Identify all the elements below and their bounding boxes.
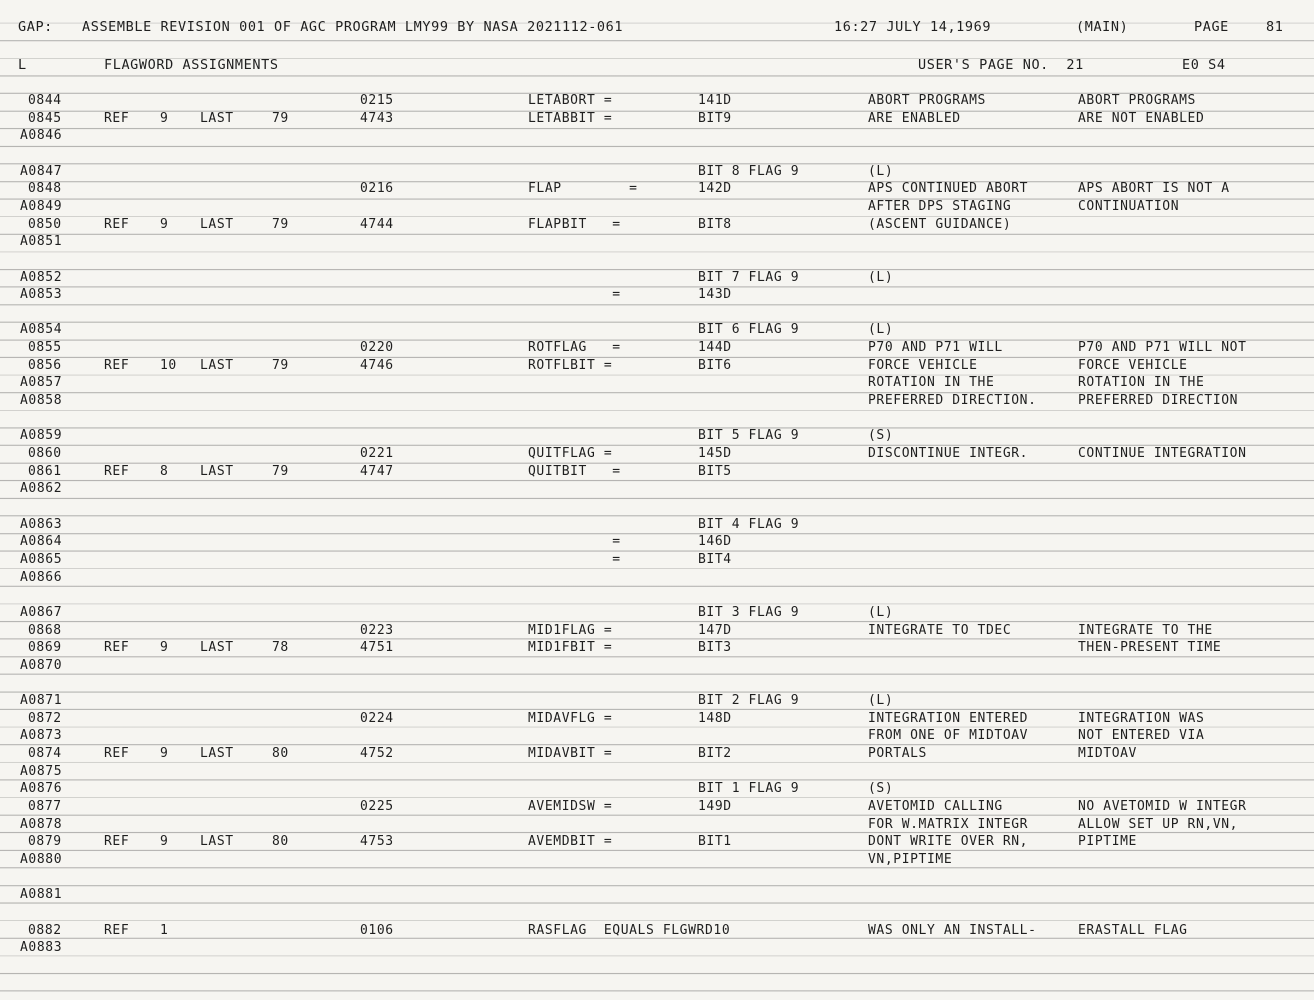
line-number: A0883 [20,940,63,956]
ref-label: REF [104,357,130,373]
line-number: A0858 [20,393,63,409]
ref-count: 10 [160,357,177,373]
comment-set: ROTATION IN THE [868,375,995,391]
symbol-assignment: = [528,551,621,567]
comment-set: WAS ONLY AN INSTALL- [868,922,1037,938]
symbol-assignment: QUITFLAG = [528,446,613,461]
last-page: 79 [272,357,289,373]
ref-count: 8 [160,463,169,479]
comment-reset: NO AVETOMID W INTEGR [1078,799,1247,814]
ref-count: 1 [160,922,169,938]
comment-reset: INTEGRATION WAS [1078,710,1205,726]
listing-line [0,410,1314,428]
value: BIT9 [698,110,732,126]
symbol-assignment: MID1FBIT = [528,640,613,656]
address: 4744 [360,216,394,232]
eo-label: E0 S4 [1182,57,1226,73]
line-number: A0853 [20,287,63,303]
listing-line [0,321,1314,339]
last-label: LAST [200,110,234,126]
listing-line [0,569,1314,587]
address: 0216 [360,181,394,197]
comment-set: PORTALS [868,746,927,762]
symbol-assignment: FLAP = [528,181,638,197]
symbol-assignment: = [528,287,621,303]
listing-line [0,180,1314,198]
ref-label: REF [104,746,130,762]
line-number: A0864 [20,534,63,550]
ref-count: 9 [160,746,169,762]
comment-set: AVETOMID CALLING [868,799,1003,814]
last-label: LAST [200,640,234,656]
comment-set: (S) [868,781,894,797]
listing-line [0,339,1314,357]
comment-set: INTEGRATION ENTERED [868,710,1029,726]
last-label: LAST [200,834,234,850]
comment-set: APS CONTINUED ABORT [868,181,1029,197]
comment-reset: INTEGRATE TO THE [1078,622,1213,638]
address: 4746 [360,357,394,373]
value: 146D [698,534,732,550]
listing-line [0,533,1314,551]
comment-reset: P70 AND P71 WILL NOT [1078,340,1247,356]
value: BIT 1 FLAG 9 [698,781,800,797]
line-number: 0874 [28,746,62,762]
address: 4753 [360,834,394,850]
gap-label: GAP: [18,19,53,35]
line-number: 0869 [28,640,62,656]
comment-set: PREFERRED DIRECTION. [868,393,1037,409]
listing-line [0,780,1314,798]
listing-line [0,286,1314,304]
comment-set: VN,PIPTIME [868,851,953,867]
comment-set: (L) [868,269,894,285]
listing-line [0,251,1314,269]
symbol-assignment: MIDAVFLG = [528,710,613,726]
last-page: 79 [272,216,289,232]
section-heading: FLAGWORD ASSIGNMENTS [104,57,279,73]
page-label: PAGE [1194,19,1229,35]
line-number: A0876 [20,781,63,797]
listing-line [0,622,1314,640]
value: BIT 8 FLAG 9 [698,163,800,179]
listing-mode: L [18,57,27,73]
listing-line [0,639,1314,657]
value: 145D [698,446,732,461]
comment-set: FOR W.MATRIX INTEGR [868,816,1029,832]
value: BIT3 [698,640,732,656]
value: 144D [698,340,732,356]
line-number: 0877 [28,799,62,814]
address: 0221 [360,446,394,461]
listing-line [0,816,1314,834]
comment-set: (L) [868,322,894,338]
users-page-number: USER'S PAGE NO. 21 [918,57,1084,73]
value: 142D [698,181,732,197]
listing-line [0,163,1314,181]
line-number: A0862 [20,481,63,497]
value: 143D [698,287,732,303]
line-number: A0881 [20,887,63,903]
listing-line [0,551,1314,569]
listing-line [0,427,1314,445]
listing-line [0,357,1314,375]
symbol-assignment: MID1FLAG = [528,622,613,638]
listing-line [0,92,1314,110]
value: 149D [698,799,732,814]
comment-set: DISCONTINUE INTEGR. [868,446,1029,461]
line-number: 0868 [28,622,62,638]
value: 148D [698,710,732,726]
value: BIT 7 FLAG 9 [698,269,800,285]
listing-line [0,445,1314,463]
listing-line [0,798,1314,816]
last-page: 78 [272,640,289,656]
symbol-assignment: LETABORT = [528,93,613,108]
comment-set: ABORT PROGRAMS [868,93,986,108]
address: 0225 [360,799,394,814]
comment-reset: ABORT PROGRAMS [1078,93,1196,108]
listing-line [0,304,1314,322]
line-number: A0859 [20,428,63,444]
comment-set: INTEGRATE TO TDEC [868,622,1012,638]
comment-set: (S) [868,428,894,444]
listing-line [0,727,1314,745]
address: 4747 [360,463,394,479]
comment-set: (L) [868,693,894,709]
address: 4752 [360,746,394,762]
symbol-assignment: MIDAVBIT = [528,746,613,762]
comment-reset: ARE NOT ENABLED [1078,110,1205,126]
listing-line [0,198,1314,216]
line-number: 0872 [28,710,62,726]
symbol-assignment: = [528,534,621,550]
ref-count: 9 [160,110,169,126]
listing-line [0,463,1314,481]
line-number: 0882 [28,922,62,938]
comment-reset: PREFERRED DIRECTION [1078,393,1239,409]
value: BIT 6 FLAG 9 [698,322,800,338]
line-number: A0865 [20,551,63,567]
value: BIT5 [698,463,732,479]
section-label: (MAIN) [1076,19,1129,35]
assembly-title: ASSEMBLE REVISION 001 OF AGC PROGRAM LMY99 BY NASA 2021112-061 [82,19,624,35]
line-number: A0846 [20,128,63,144]
line-number: A0849 [20,198,63,214]
listing-line [0,392,1314,410]
ref-count: 9 [160,640,169,656]
address: 0224 [360,710,394,726]
line-number: A0873 [20,728,63,744]
comment-reset: ERASTALL FLAG [1078,922,1188,938]
last-label: LAST [200,357,234,373]
comment-set: FROM ONE OF MIDTOAV [868,728,1029,744]
line-number: 0856 [28,357,62,373]
line-number: A0871 [20,693,63,709]
symbol-assignment: FLAPBIT = [528,216,621,232]
line-number: A0880 [20,851,63,867]
listing-line [0,604,1314,622]
listing-line [0,586,1314,604]
listing-line [0,763,1314,781]
comment-reset: THEN-PRESENT TIME [1078,640,1222,656]
ref-label: REF [104,834,130,850]
line-number: 0879 [28,834,62,850]
comment-set: FORCE VEHICLE [868,357,978,373]
comment-reset: CONTINUATION [1078,198,1180,214]
last-page: 79 [272,463,289,479]
listing-line [0,922,1314,940]
page-number: 81 [1266,19,1284,35]
listing-line [0,127,1314,145]
last-label: LAST [200,463,234,479]
ref-label: REF [104,922,130,938]
comment-reset: NOT ENTERED VIA [1078,728,1205,744]
address: 4743 [360,110,394,126]
value: BIT2 [698,746,732,762]
listing-line [0,745,1314,763]
listing-line [0,851,1314,869]
listing-line [0,110,1314,128]
comment-set: (ASCENT GUIDANCE) [868,216,1012,232]
ref-label: REF [104,463,130,479]
listing-line [0,269,1314,287]
listing-line [0,886,1314,904]
page-subheader [0,57,1314,75]
ref-count: 9 [160,834,169,850]
line-number: A0851 [20,234,63,250]
comment-set: (L) [868,163,894,179]
listing-line [0,480,1314,498]
ref-label: REF [104,216,130,232]
listing-line [0,904,1314,922]
listing-line [0,833,1314,851]
ref-count: 9 [160,216,169,232]
address: 0220 [360,340,394,356]
line-number: 0848 [28,181,62,197]
line-number: 0855 [28,340,62,356]
symbol-assignment: QUITBIT = [528,463,621,479]
ref-label: REF [104,640,130,656]
listing-line [0,692,1314,710]
line-number: A0854 [20,322,63,338]
comment-reset: FORCE VEHICLE [1078,357,1188,373]
comment-reset: MIDTOAV [1078,746,1137,762]
value: 141D [698,93,732,108]
address: 0106 [360,922,394,938]
listing-line [0,516,1314,534]
value: BIT4 [698,551,732,567]
listing-line [0,869,1314,887]
comment-set: DONT WRITE OVER RN, [868,834,1029,850]
listing-line [0,145,1314,163]
value: BIT 4 FLAG 9 [698,516,800,532]
last-page: 79 [272,110,289,126]
comment-reset: ALLOW SET UP RN,VN, [1078,816,1239,832]
last-page: 80 [272,746,289,762]
value: BIT 5 FLAG 9 [698,428,800,444]
line-number: A0875 [20,763,63,779]
line-number: A0863 [20,516,63,532]
line-number: A0857 [20,375,63,391]
symbol-assignment: ROTFLAG = [528,340,621,356]
listing-line [0,657,1314,675]
comment-reset: APS ABORT IS NOT A [1078,181,1230,197]
comment-set: (L) [868,604,894,620]
comment-reset: PIPTIME [1078,834,1137,850]
line-number: 0844 [28,93,62,108]
comment-set: AFTER DPS STAGING [868,198,1012,214]
listing-line [0,674,1314,692]
value: BIT 2 FLAG 9 [698,693,800,709]
line-number: A0867 [20,604,63,620]
comment-reset: CONTINUE INTEGRATION [1078,446,1247,461]
address: 0215 [360,93,394,108]
line-number: 0861 [28,463,62,479]
last-page: 80 [272,834,289,850]
line-number: A0847 [20,163,63,179]
line-number: A0852 [20,269,63,285]
value: BIT6 [698,357,732,373]
line-number: A0870 [20,657,63,673]
symbol-assignment: ROTFLBIT = [528,357,613,373]
comment-set: P70 AND P71 WILL [868,340,1003,356]
page-header [0,19,1314,37]
line-number: A0878 [20,816,63,832]
listing-line [0,498,1314,516]
listing-line [0,710,1314,728]
value: BIT8 [698,216,732,232]
comment-set: ARE ENABLED [868,110,961,126]
line-number: 0845 [28,110,62,126]
value: BIT1 [698,834,732,850]
last-label: LAST [200,746,234,762]
comment-reset: ROTATION IN THE [1078,375,1205,391]
listing-line [0,233,1314,251]
line-number: A0866 [20,569,63,585]
symbol-assignment: AVEMDBIT = [528,834,613,850]
address: 4751 [360,640,394,656]
listing-line [0,374,1314,392]
value: BIT 3 FLAG 9 [698,604,800,620]
last-label: LAST [200,216,234,232]
symbol-assignment: LETABBIT = [528,110,613,126]
timestamp: 16:27 JULY 14,1969 [834,19,992,35]
line-number: 0850 [28,216,62,232]
value: 147D [698,622,732,638]
address: 0223 [360,622,394,638]
listing-line [0,216,1314,234]
ref-label: REF [104,110,130,126]
line-number: 0860 [28,446,62,461]
listing-line [0,939,1314,957]
symbol-assignment: RASFLAG EQUALS FLGWRD10 [528,922,731,938]
symbol-assignment: AVEMIDSW = [528,799,613,814]
